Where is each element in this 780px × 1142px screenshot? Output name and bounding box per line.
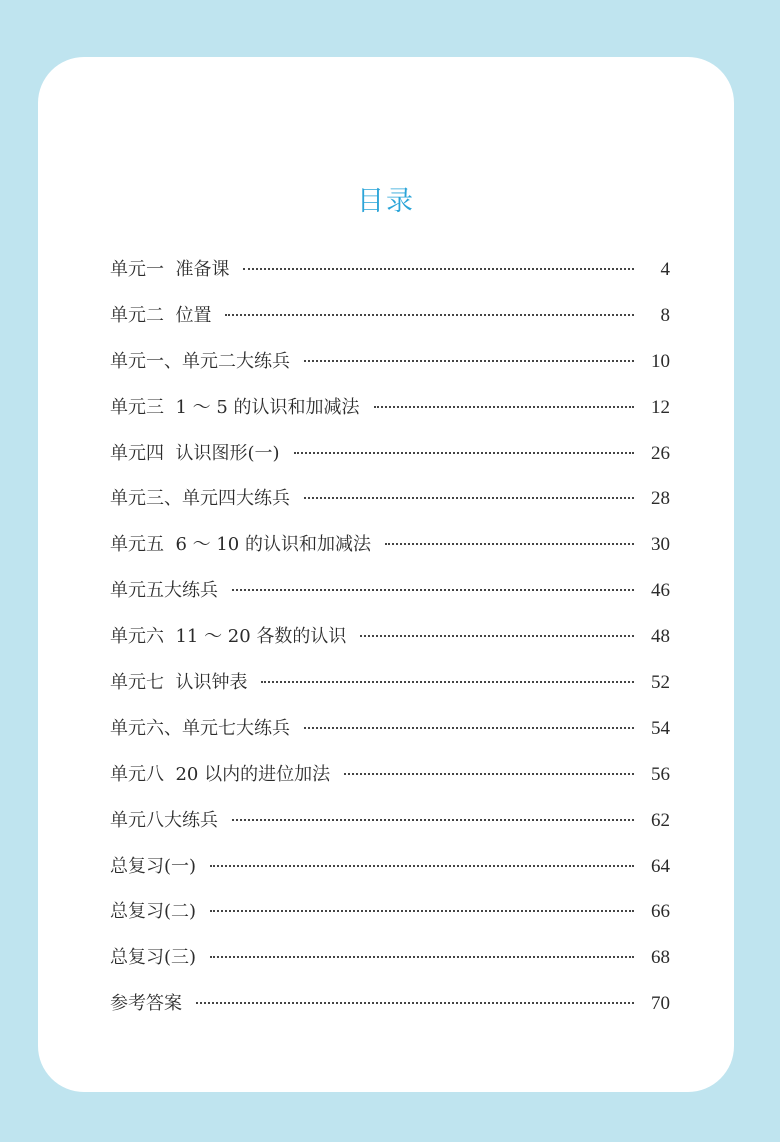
toc-entry-label: 单元八 20 以内的进位加法 — [110, 763, 331, 785]
dot-leader — [225, 314, 634, 316]
dot-leader — [304, 727, 634, 729]
page-title: 目录 — [357, 186, 415, 217]
dot-leader — [304, 360, 634, 362]
toc-entry-page: 46 — [651, 580, 670, 602]
toc-entry[interactable] — [110, 530, 670, 576]
dot-leader — [210, 910, 634, 912]
toc-entry-label: 单元一 准备课 — [110, 259, 230, 280]
dot-leader — [385, 543, 634, 545]
toc-entry-label: 总复习(二) — [110, 901, 197, 923]
content-page — [38, 57, 734, 1092]
dot-leader — [232, 819, 634, 821]
toc-entry[interactable] — [110, 576, 670, 622]
dot-leader — [210, 956, 634, 958]
dot-leader — [261, 681, 634, 683]
toc-entry-label: 单元八大练兵 — [110, 809, 218, 831]
toc-entry-label: 单元五 6 ～ 10 的认识和加减法 — [110, 534, 371, 556]
toc-entry-label: 总复习(三) — [110, 947, 197, 969]
toc-entry[interactable] — [110, 393, 670, 439]
toc-entry[interactable] — [110, 484, 670, 530]
dot-leader — [374, 406, 634, 408]
dot-leader — [294, 452, 635, 454]
toc-entry-page: 12 — [651, 396, 670, 418]
toc-entry[interactable] — [110, 943, 670, 989]
toc-entry-page: 66 — [651, 901, 670, 923]
toc-entry-label: 单元四 认识图形(一) — [110, 442, 280, 464]
toc-entry-page: 4 — [660, 259, 670, 280]
toc-entry-page: 26 — [651, 442, 670, 464]
toc-entry-label: 单元七 认识钟表 — [110, 672, 248, 694]
toc-entry-label: 单元五大练兵 — [110, 580, 218, 602]
toc-entry-page: 52 — [651, 672, 670, 694]
toc-entry-page: 68 — [651, 947, 670, 969]
toc-entry[interactable] — [110, 439, 670, 485]
toc-entry-label: 单元三 1 ～ 5 的认识和加减法 — [110, 396, 360, 418]
dot-leader — [232, 589, 634, 591]
toc-entry[interactable] — [110, 806, 670, 852]
toc-entry[interactable] — [110, 622, 670, 668]
toc-entry[interactable] — [110, 897, 670, 943]
toc-entry[interactable] — [110, 668, 670, 714]
dot-leader — [210, 865, 634, 867]
toc-entry-label: 参考答案 — [110, 993, 182, 1015]
toc-entry-page: 28 — [651, 488, 670, 510]
toc-entry-page: 64 — [651, 855, 670, 877]
toc-entry-label: 单元三、单元四大练兵 — [110, 488, 290, 510]
dot-leader — [360, 635, 634, 637]
toc-entry[interactable] — [110, 989, 670, 1035]
toc-entry-label: 单元六 11 ～ 20 各数的认识 — [110, 626, 347, 648]
toc-entry-page: 56 — [651, 763, 670, 785]
dot-leader — [304, 497, 634, 499]
toc-entry[interactable] — [110, 301, 670, 347]
toc-entry-label: 总复习(一) — [110, 855, 197, 877]
toc-entry-page: 54 — [651, 717, 670, 739]
toc-entry-page: 30 — [651, 534, 670, 556]
dot-leader — [243, 268, 634, 270]
toc-entry[interactable] — [110, 852, 670, 898]
toc-entry-label: 单元一、单元二大练兵 — [110, 350, 290, 372]
toc-entry-page: 70 — [651, 993, 670, 1015]
dot-leader — [196, 1002, 634, 1004]
dot-leader — [344, 773, 634, 775]
toc-entry-label: 单元六、单元七大练兵 — [110, 717, 290, 739]
toc-entry-page: 10 — [651, 350, 670, 372]
table-of-contents — [110, 255, 670, 1035]
toc-entry[interactable] — [110, 347, 670, 393]
toc-entry-label: 单元二 位置 — [110, 304, 212, 326]
toc-entry[interactable] — [110, 714, 670, 760]
toc-entry-page: 8 — [660, 304, 670, 326]
toc-entry-page: 62 — [651, 809, 670, 831]
toc-entry[interactable] — [110, 760, 670, 806]
toc-entry-page: 48 — [651, 626, 670, 648]
toc-entry[interactable] — [110, 255, 670, 301]
